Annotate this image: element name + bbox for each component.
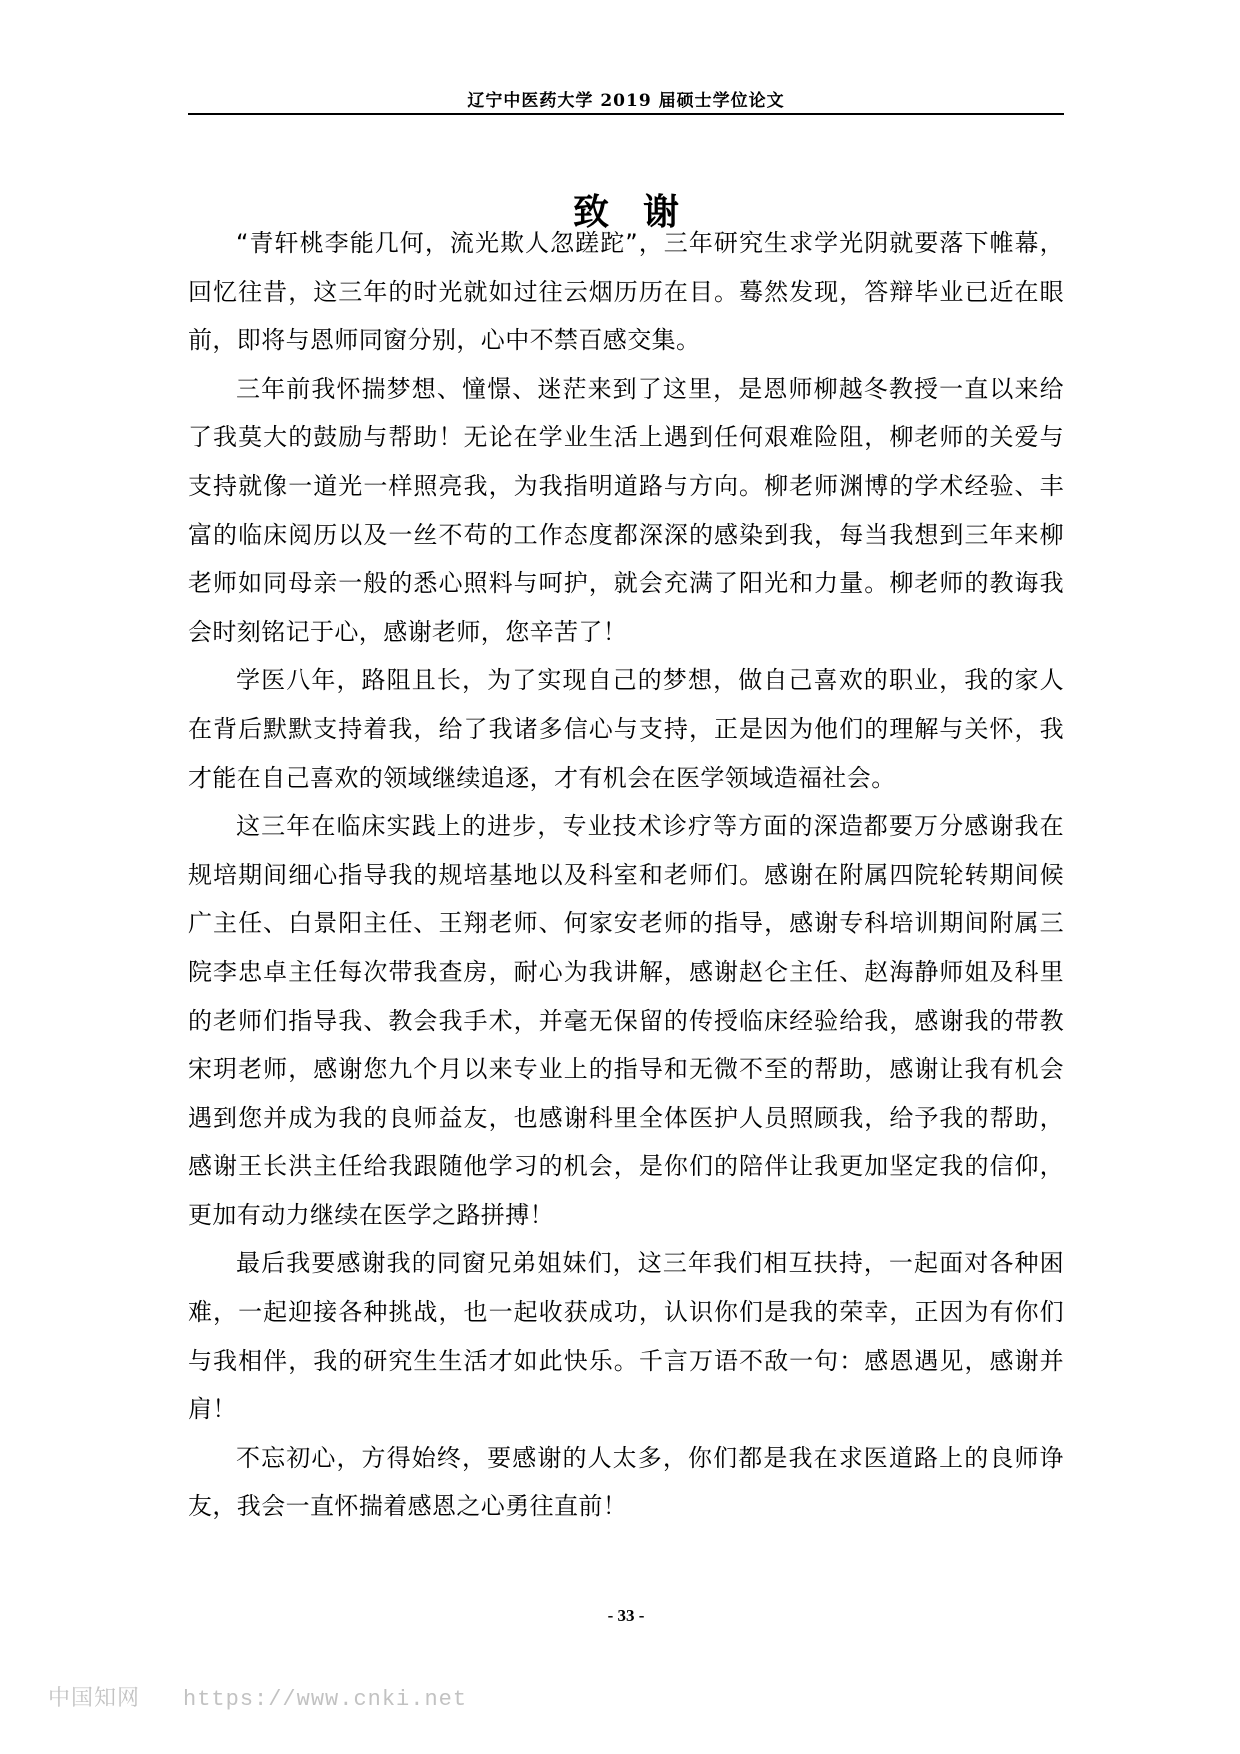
paragraph-1: “青轩桃李能几何，流光欺人忽蹉跎”，三年研究生求学光阴就要落下帷幕，回忆往昔，这三年的时光就如过往云烟历历在目。蓦然发现，答辩毕业已近在眼前，即将与恩师同窗分别，心中不禁百感交集。 xyxy=(188,229,1064,355)
cnki-watermark xyxy=(48,1681,467,1712)
paragraph-2: 三年前我怀揣梦想、憧憬、迷茫来到了这里，是恩师柳越冬教授一直以来给了我莫大的鼓励与帮助！无论在学业生活上遇到任何艰难险阻，柳老师的关爱与支持就像一道光一样照亮我，为我指明道路与方向。柳老师渊博的学术经验、丰富的临床阅历以及一丝不苟的工作态度都深深的感染到我，每当我想到三年来柳老师如同母亲一般的悉心照料与呵护，就会充满了阳光和力量。柳老师的教诲我会时刻铭记于心，感谢老师，您辛苦了！ xyxy=(188,374,1064,646)
running-header: 辽宁中医药大学 2019 届硕士学位论文 xyxy=(467,91,785,111)
chapter-title: 致谢 xyxy=(572,192,713,234)
watermark-logo-text: 中国知网 xyxy=(48,1686,141,1711)
paragraph-5: 最后我要感谢我的同窗兄弟姐妹们，这三年我们相互扶持，一起面对各种困难，一起迎接各种挑战，也一起收获成功，认识你们是我的荣幸，正因为有你们与我相伴，我的研究生生活才如此快乐。千言万语不敌一句：感恩遇见，感谢并肩！ xyxy=(188,1249,1064,1424)
paragraph-3: 学医八年，路阻且长，为了实现自己的梦想，做自己喜欢的职业，我的家人在背后默默支持着我，给了我诸多信心与支持，正是因为他们的理解与关怀，我才能在自己喜欢的领域继续追逐，才有机会在医学领域造福社会。 xyxy=(188,666,1064,792)
watermark-url: https://www.cnki.net xyxy=(183,1687,468,1712)
acknowledgement-body xyxy=(188,219,1064,1531)
header-rule xyxy=(188,113,1064,115)
paragraph-6: 不忘初心，方得始终，要感谢的人太多，你们都是我在求医道路上的良师诤友，我会一直怀揣着感恩之心勇往直前！ xyxy=(188,1443,1064,1521)
page-number: - 33 - xyxy=(607,1606,645,1625)
paragraph-4: 这三年在临床实践上的进步，专业技术诊疗等方面的深造都要万分感谢我在规培期间细心指导我的规培基地以及科室和老师们。感谢在附属四院轮转期间候广主任、白景阳主任、王翔老师、何家安老师的指导，感谢专科培训期间附属三院李忠卓主任每次带我查房，耐心为我讲解，感谢赵仑主任、赵海静师姐及科里的老师们指导我、教会我手术，并毫无保留的传授临床经验给我，感谢我的带教宋玥老师，感谢您九个月以来专业上的指导和无微不至的帮助，感谢让我有机会遇到您并成为我的良师益友，也感谢科里全体医护人员照顾我，给予我的帮助，感谢王长洪主任给我跟随他学习的机会，是你们的陪伴让我更加坚定我的信仰，更加有动力继续在医学之路拼搏！ xyxy=(188,812,1064,1229)
